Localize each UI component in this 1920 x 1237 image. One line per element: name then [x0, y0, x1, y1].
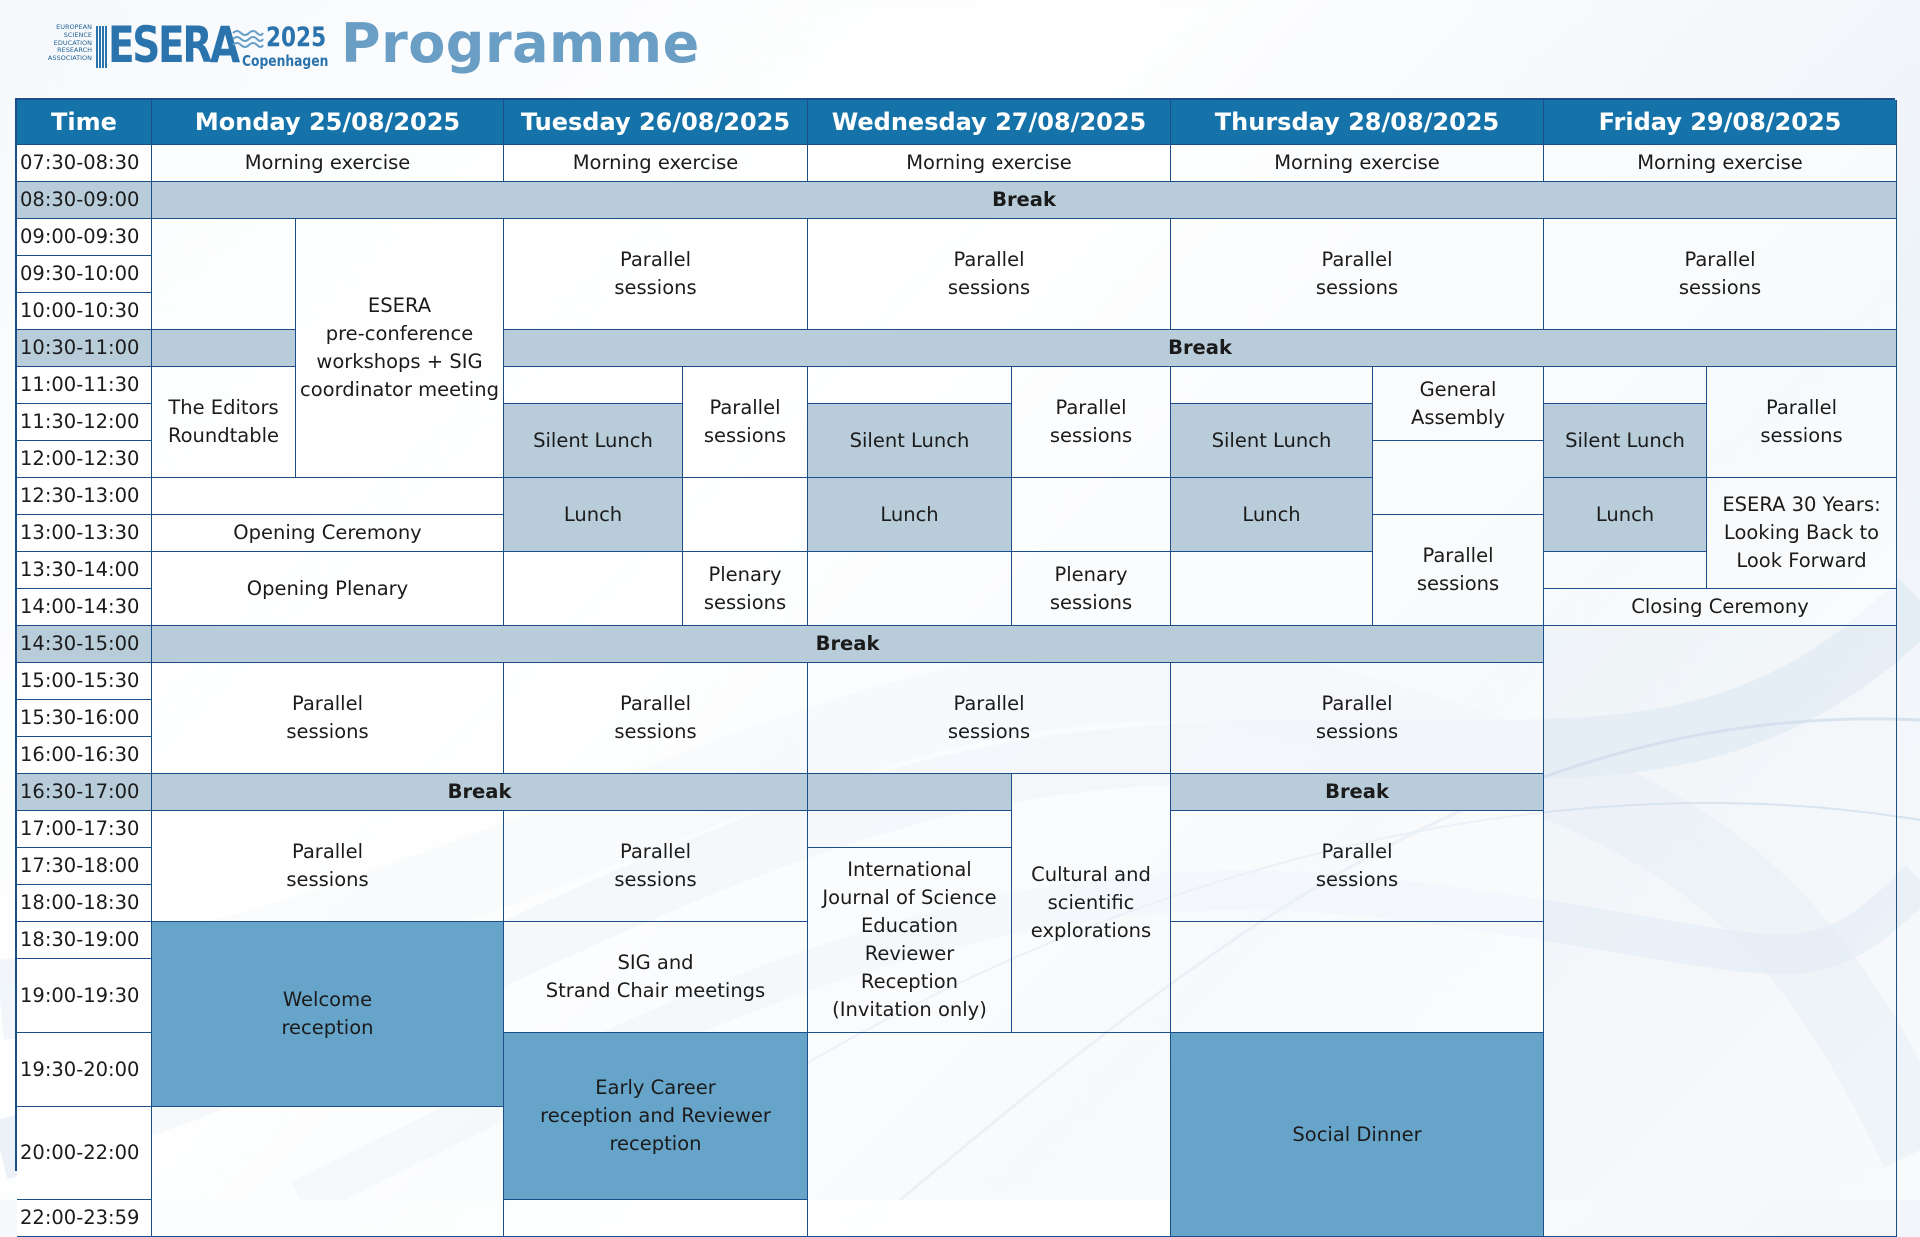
esera-30-years: ESERA 30 Years: Looking Back to Look Forward — [1707, 478, 1897, 589]
parallel-sessions-thursday-am: Parallel sessions — [1171, 219, 1544, 330]
parallel-sessions-wednesday-am: Parallel sessions — [808, 219, 1171, 330]
col-header-time: Time — [17, 100, 152, 145]
monday-break-1030 — [152, 330, 296, 367]
parallel-sessions-tuesday-pm: Parallel sessions — [504, 663, 808, 774]
wednesday-empty-1230 — [1012, 478, 1171, 552]
time-slot: 19:30-20:00 — [17, 1033, 152, 1107]
morning-exercise-monday: Morning exercise — [152, 145, 504, 182]
tuesday-empty-2200 — [504, 1200, 808, 1237]
plenary-sessions-wednesday: Plenary sessions — [1012, 552, 1171, 626]
sig-strand-chair-meetings: SIG and Strand Chair meetings — [504, 922, 808, 1033]
plenary-sessions-tuesday: Plenary sessions — [683, 552, 808, 626]
parallel-sessions-thursday-pm: Parallel sessions — [1171, 663, 1544, 774]
silent-lunch-wednesday: Silent Lunch — [808, 404, 1012, 478]
time-slot: 15:30-16:00 — [17, 700, 152, 737]
thursday-empty-1330 — [1171, 552, 1373, 626]
thursday-empty-1100 — [1171, 367, 1373, 404]
time-slot: 12:00-12:30 — [17, 441, 152, 478]
closing-ceremony: Closing Ceremony — [1544, 589, 1897, 626]
time-slot: 12:30-13:00 — [17, 478, 152, 515]
break-1630-wednesday — [808, 774, 1012, 811]
col-header-wednesday: Wednesday 27/08/2025 — [808, 100, 1171, 145]
esera-workshops: ESERA pre-conference workshops + SIG coordinator meeting — [296, 219, 504, 478]
parallel-sessions-tuesday-late: Parallel sessions — [504, 811, 808, 922]
cultural-explorations: Cultural and scientific explorations — [1012, 774, 1171, 1033]
parallel-sessions-thursday-late: Parallel sessions — [1171, 811, 1544, 922]
time-slot: 08:30-09:00 — [17, 182, 152, 219]
logo-bars-icon — [96, 26, 108, 68]
general-assembly: General Assembly — [1373, 367, 1544, 441]
break-1030: Break — [504, 330, 1897, 367]
break-1630-thursday: Break — [1171, 774, 1544, 811]
wednesday-empty-1700 — [808, 811, 1012, 848]
tuesday-empty-1100 — [504, 367, 683, 404]
time-slot: 17:00-17:30 — [17, 811, 152, 848]
early-career-reception: Early Career reception and Reviewer reception — [504, 1033, 808, 1200]
time-slot: 19:00-19:30 — [17, 959, 152, 1033]
time-slot: 13:30-14:00 — [17, 552, 152, 589]
opening-ceremony: Opening Ceremony — [152, 515, 504, 552]
morning-exercise-tuesday: Morning exercise — [504, 145, 808, 182]
time-slot: 15:00-15:30 — [17, 663, 152, 700]
page-title: Programme — [341, 12, 700, 75]
parallel-sessions-thursday-midday: Parallel sessions — [1373, 515, 1544, 626]
tuesday-empty-1230 — [683, 478, 808, 552]
col-header-friday: Friday 29/08/2025 — [1544, 100, 1897, 145]
silent-lunch-friday: Silent Lunch — [1544, 404, 1707, 478]
thursday-empty-1830 — [1171, 922, 1544, 1033]
parallel-sessions-monday-late: Parallel sessions — [152, 811, 504, 922]
time-slot: 07:30-08:30 — [17, 145, 152, 182]
parallel-sessions-friday-midday: Parallel sessions — [1707, 367, 1897, 478]
social-dinner: Social Dinner — [1171, 1033, 1544, 1237]
time-slot: 16:00-16:30 — [17, 737, 152, 774]
parallel-sessions-wednesday-pm: Parallel sessions — [808, 663, 1171, 774]
time-slot: 09:30-10:00 — [17, 256, 152, 293]
time-slot: 16:30-17:00 — [17, 774, 152, 811]
logo-year: 2025 — [266, 22, 327, 53]
logo-city: Copenhagen — [242, 52, 329, 70]
parallel-sessions-wednesday-midday: Parallel sessions — [1012, 367, 1171, 478]
monday-empty-2000 — [152, 1107, 504, 1237]
morning-exercise-thursday: Morning exercise — [1171, 145, 1544, 182]
col-header-thursday: Thursday 28/08/2025 — [1171, 100, 1544, 145]
lunch-wednesday: Lunch — [808, 478, 1012, 552]
page-header — [0, 0, 1920, 98]
ijse-reviewer-reception: International Journal of Science Education Reviewer Reception (Invitation only) — [808, 848, 1012, 1033]
welcome-reception: Welcome reception — [152, 922, 504, 1107]
silent-lunch-thursday: Silent Lunch — [1171, 404, 1373, 478]
parallel-sessions-tuesday-midday: Parallel sessions — [683, 367, 808, 478]
time-slot: 11:00-11:30 — [17, 367, 152, 404]
time-slot: 18:30-19:00 — [17, 922, 152, 959]
break-1630-mon-tue: Break — [152, 774, 808, 811]
time-slot: 22:00-23:59 — [17, 1200, 152, 1237]
time-slot: 14:30-15:00 — [17, 626, 152, 663]
time-slot: 20:00-22:00 — [17, 1107, 152, 1200]
break-1430: Break — [152, 626, 1544, 663]
break-0830: Break — [152, 182, 1897, 219]
time-slot: 10:00-10:30 — [17, 293, 152, 330]
wednesday-empty-1330 — [808, 552, 1012, 626]
friday-afternoon-empty — [1544, 626, 1897, 1237]
time-slot: 18:00-18:30 — [17, 885, 152, 922]
time-slot: 10:30-11:00 — [17, 330, 152, 367]
parallel-sessions-tuesday-am: Parallel sessions — [504, 219, 808, 330]
morning-exercise-wednesday: Morning exercise — [808, 145, 1171, 182]
editors-roundtable: The Editors Roundtable — [152, 367, 296, 478]
col-header-tuesday: Tuesday 26/08/2025 — [504, 100, 808, 145]
parallel-sessions-friday-am: Parallel sessions — [1544, 219, 1897, 330]
lunch-tuesday: Lunch — [504, 478, 683, 552]
esera-logo — [46, 16, 336, 74]
thursday-empty-1200 — [1373, 441, 1544, 515]
monday-empty-1230 — [152, 478, 504, 515]
silent-lunch-tuesday: Silent Lunch — [504, 404, 683, 478]
wednesday-empty-1930 — [808, 1033, 1171, 1237]
wednesday-empty-1100 — [808, 367, 1012, 404]
friday-empty-1330 — [1544, 552, 1707, 589]
time-slot: 09:00-09:30 — [17, 219, 152, 256]
morning-exercise-friday: Morning exercise — [1544, 145, 1897, 182]
col-header-monday: Monday 25/08/2025 — [152, 100, 504, 145]
lunch-friday: Lunch — [1544, 478, 1707, 552]
time-slot: 13:00-13:30 — [17, 515, 152, 552]
logo-word: ESERA — [108, 16, 238, 74]
monday-empty-0900 — [152, 219, 296, 330]
programme-table — [15, 98, 1895, 1229]
lunch-thursday: Lunch — [1171, 478, 1373, 552]
time-slot: 11:30-12:00 — [17, 404, 152, 441]
opening-plenary: Opening Plenary — [152, 552, 504, 626]
logo-waves-icon — [232, 28, 264, 50]
time-slot: 14:00-14:30 — [17, 589, 152, 626]
tuesday-empty-1330 — [504, 552, 683, 626]
logo-association-text: EUROPEAN SCIENCE EDUCATION RESEARCH ASSOCIATION — [47, 23, 92, 63]
parallel-sessions-monday-pm: Parallel sessions — [152, 663, 504, 774]
friday-empty-1100 — [1544, 367, 1707, 404]
time-slot: 17:30-18:00 — [17, 848, 152, 885]
